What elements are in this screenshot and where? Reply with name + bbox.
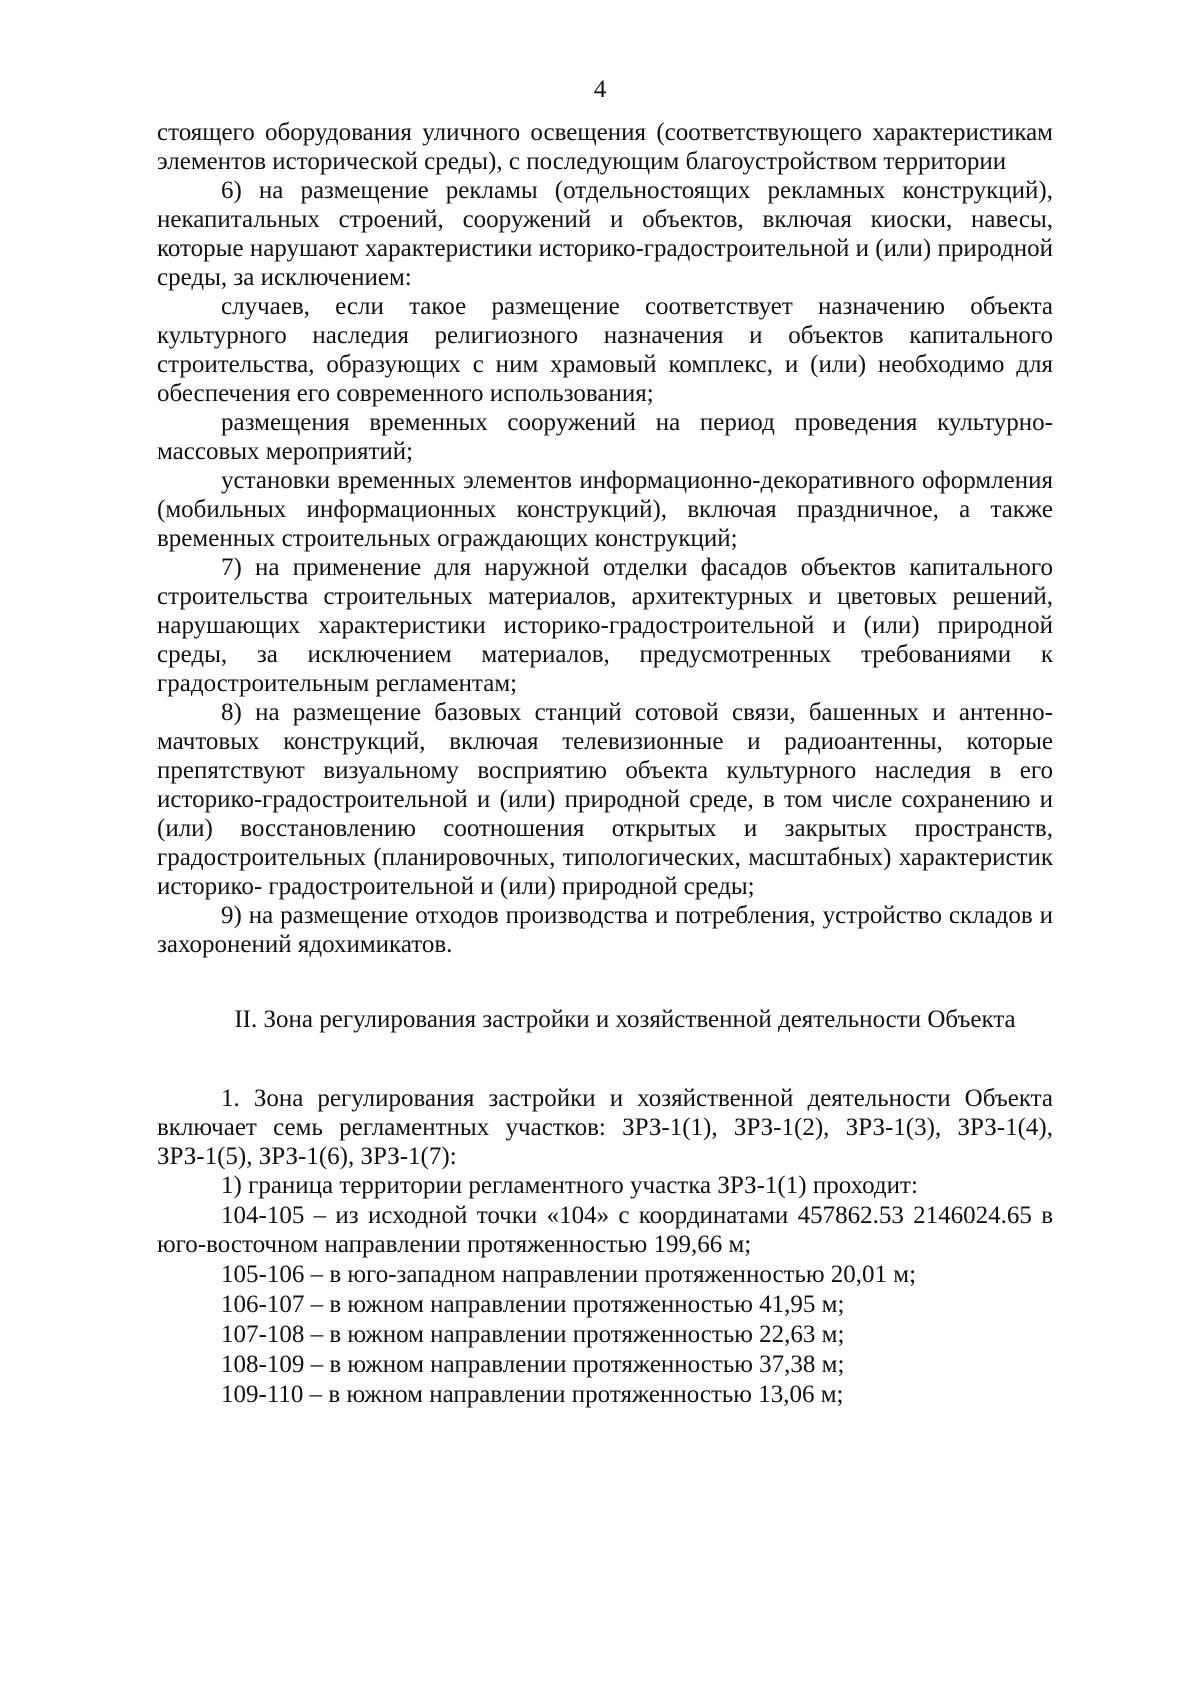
paragraph-item-9: 9) на размещение отходов производства и потребления, устройство складов и захоронений ядохимикатов.	[157, 902, 1053, 958]
paragraph-item-6-exception-a: случаев, если такое размещение соответствует назначению объекта культурного наследия религиозного назначения и объектов капитального строительства, образующих с ним храмовый комплекс, и (или) необходимо для обеспечения его современного использования;	[157, 293, 1053, 407]
document-body	[157, 118, 1053, 1410]
boundary-segment-108-109: 108-109 – в южном направлении протяженностью 37,38 м;	[221, 1351, 845, 1378]
boundary-segment-104-105: 104-105 – из исходной точки «104» с координатами 457862.53 2146024.65 в юго-восточном направлении протяженностью 199,66 м;	[157, 1202, 1053, 1258]
boundary-segment-106-107: 106-107 – в южном направлении протяженностью 41,95 м;	[221, 1291, 845, 1318]
paragraph-subitem-1: 1) граница территории регламентного участка ЗРЗ-1(1) проходит:	[221, 1172, 918, 1199]
boundary-segment-105-106: 105-106 – в юго-западном направлении протяженностью 20,01 м;	[221, 1261, 917, 1288]
section-heading: II. Зона регулирования застройки и хозяйственной деятельности Объекта	[234, 1006, 1016, 1033]
paragraph-section-item-1: 1. Зона регулирования застройки и хозяйственной деятельности Объекта включает семь регламентных участков: ЗРЗ-1(1), ЗРЗ-1(2), ЗРЗ-1(3), ЗРЗ-1(4), ЗРЗ-1(5), ЗРЗ-1(6), ЗРЗ-1(7):	[157, 1085, 1053, 1170]
paragraph-item-6-exception-c: установки временных элементов информационно-декоративного оформления (мобильных информационных конструкций), включая праздничное, а также временных строительных ограждающих конструкций;	[157, 467, 1053, 552]
paragraph-item-6-exception-b: размещения временных сооружений на период проведения культурно-массовых мероприятий;	[157, 409, 1053, 465]
paragraph-continuation: стоящего оборудования уличного освещения (соответствующего характеристикам элементов исторической среды), с последующим благоустройством территории	[157, 119, 1053, 175]
paragraph-item-8: 8) на размещение базовых станций сотовой связи, башенных и антенно-мачтовых конструкций, включая телевизионные и радиоантенны, которые препятствуют визуальному восприятию объекта культурного наследия в его историко-градостроительной и (или) природной среде, в том числе сохранению и (или) восстановлению соотношения открытых и закрытых пространств, градостроительных (планировочных, типологических, масштабных) характеристик историко- градостроительной и (или) природной среды;	[157, 699, 1053, 900]
paragraph-item-6: 6) на размещение рекламы (отдельностоящих рекламных конструкций), некапитальных строений, сооружений и объектов, включая киоски, навесы, которые нарушают характеристики историко-градостроительной и (или) природной среды, за исключением:	[157, 177, 1053, 291]
boundary-segment-109-110: 109-110 – в южном направлении протяженностью 13,06 м;	[221, 1381, 844, 1408]
boundary-segment-107-108: 107-108 – в южном направлении протяженностью 22,63 м;	[221, 1321, 845, 1348]
paragraph-item-7: 7) на применение для наружной отделки фасадов объектов капитального строительства строительных материалов, архитектурных и цветовых решений, нарушающих характеристики историко-градостроительной и (или) природной среды, за исключением материалов, предусмотренных требованиями к градостроительным регламентам;	[157, 554, 1053, 697]
page-number: 4	[593, 76, 607, 103]
